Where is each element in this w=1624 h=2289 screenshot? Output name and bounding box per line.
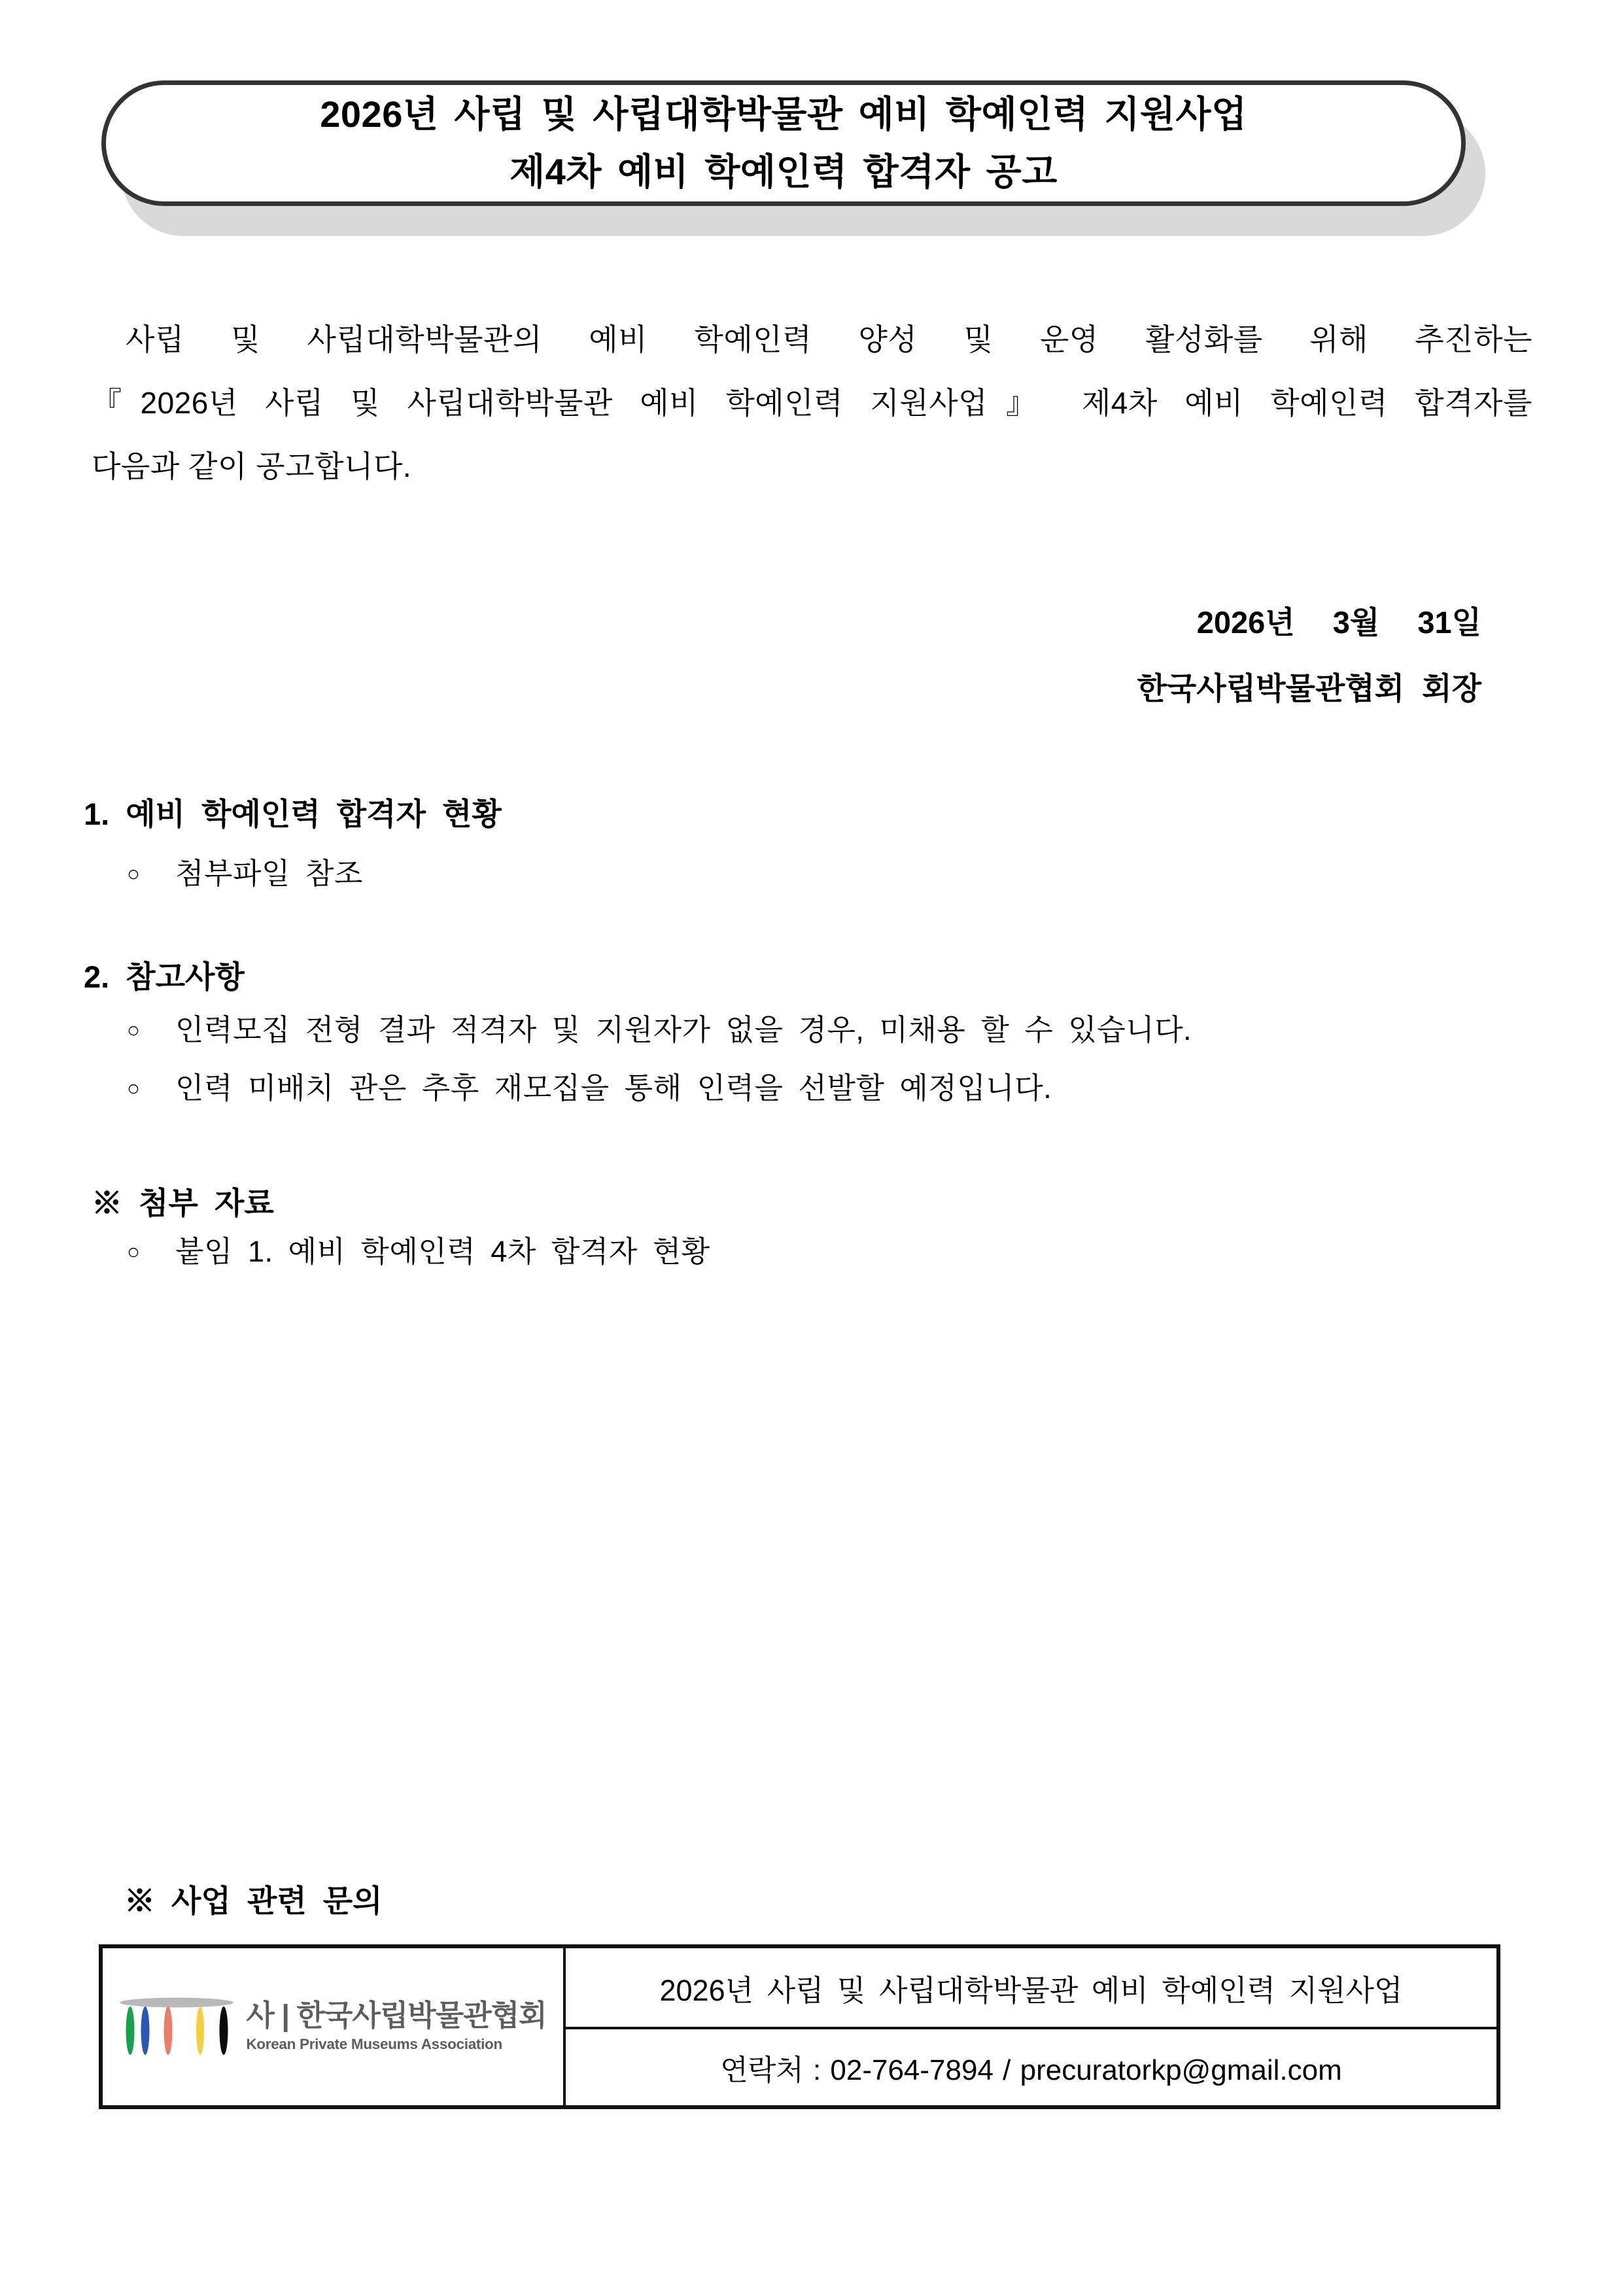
museum-columns-logo-icon xyxy=(119,1997,235,2056)
page-title-line1: 2026년 사립 및 사립대학박물관 예비 학예인력 지원사업 xyxy=(320,94,1247,135)
announcement-date: 2026년 3월 31일 xyxy=(1196,605,1481,640)
bullet-text: 인력 미배치 관은 추후 재모집을 통해 인력을 선발할 예정입니다. xyxy=(175,1071,1052,1105)
circle-bullet-icon: ○ xyxy=(127,861,140,886)
circle-bullet-icon: ○ xyxy=(127,1239,140,1264)
attachments-heading: ※ 첨부 자료 xyxy=(92,1186,274,1220)
section1-heading: 1. 예비 학예인력 합격자 현황 xyxy=(84,797,502,831)
list-item xyxy=(127,1235,710,1269)
footer-info-cells xyxy=(566,1948,1496,2105)
intro-line-1: 사립 및 사립대학박물관의 예비 학예인력 양성 및 운영 활성화를 위해 추진하는 xyxy=(126,322,1532,356)
intro-paragraph xyxy=(92,308,1532,498)
list-item xyxy=(127,857,363,891)
inquiry-heading: ※ 사업 관련 문의 xyxy=(124,1884,383,1918)
bullet-text: 인력모집 전형 결과 적격자 및 지원자가 없을 경우, 미채용 할 수 있습니다. xyxy=(175,1013,1192,1046)
list-item xyxy=(127,1013,1192,1047)
intro-line-3: 다음과 같이 공고합니다. xyxy=(92,449,412,483)
bullet-text: 붙임 1. 예비 학예인력 4차 합격자 현황 xyxy=(175,1235,710,1268)
logo-english-name: Korean Private Museums Association xyxy=(246,2036,502,2052)
issuing-organization: 한국사립박물관협회 회장 xyxy=(1137,671,1481,706)
circle-bullet-icon: ○ xyxy=(127,1018,140,1042)
list-item xyxy=(127,1071,1052,1105)
intro-line-2: 『2026년 사립 및 사립대학박물관 예비 학예인력 지원사업』 제4차 예비 학예인력 합격자를 xyxy=(92,386,1532,420)
footer-program-name: 2026년 사립 및 사립대학박물관 예비 학예인력 지원사업 xyxy=(566,1948,1496,2029)
footer-logo-cell xyxy=(103,1948,566,2105)
signoff-block xyxy=(1137,589,1481,721)
logo-wordmark xyxy=(246,1999,546,2054)
footer-contact-info: 연락처 : 02-764-7894 / precuratorkp@gmail.com xyxy=(720,2054,1342,2086)
circle-bullet-icon: ○ xyxy=(127,1076,140,1100)
logo-korean-name: 사 | 한국사립박물관협회 xyxy=(246,1999,547,2032)
section2-heading: 2. 참고사항 xyxy=(84,959,245,994)
title-box xyxy=(101,80,1466,206)
page-title-line2: 제4차 예비 학예인력 합격자 공고 xyxy=(510,151,1058,192)
bullet-text: 첨부파일 참조 xyxy=(175,857,363,890)
association-logo xyxy=(119,1997,546,2056)
footer-contact-table xyxy=(99,1944,1500,2109)
